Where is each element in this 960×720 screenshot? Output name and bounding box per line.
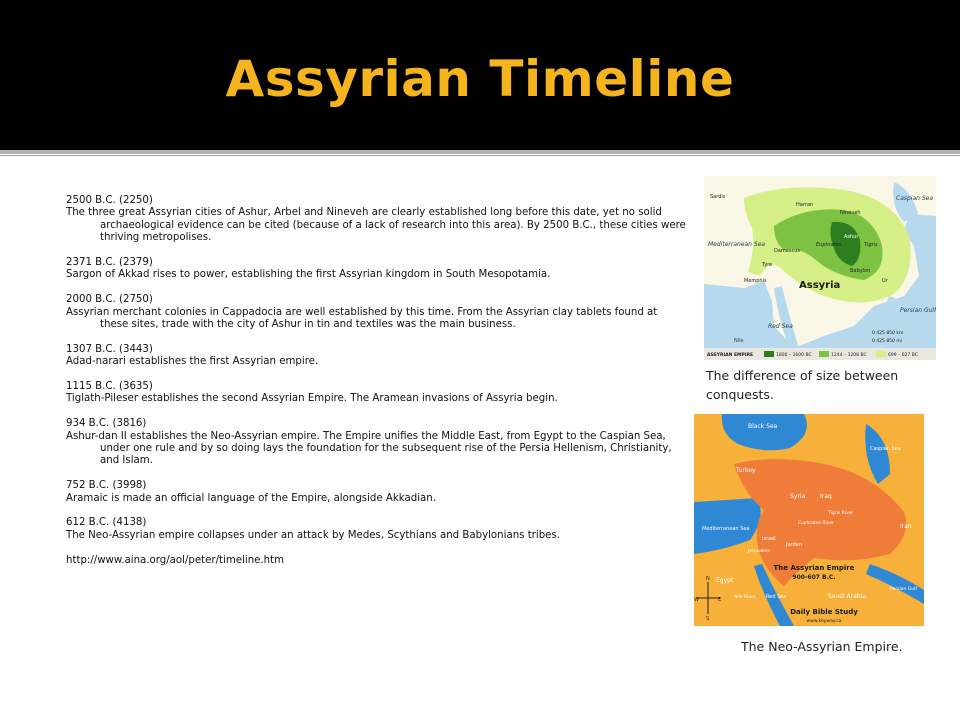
entry-text: Assyrian merchant colonies in Cappadocia are well established by this time. From the Assyrian clay tablets found at these sites, trade with the city of Ashur in tin and textiles was the main business. (66, 306, 658, 331)
map2-label-turkey: Turkey (736, 467, 756, 474)
map2-label-israel: Israel (762, 536, 776, 542)
map1-svg (704, 176, 936, 360)
compass-s: S (706, 616, 710, 622)
map2-empire-dates: 900-607 B.C. (792, 574, 836, 581)
entry-date: 1115 B.C. (3635) (66, 381, 153, 393)
map1-label-ashur: Ashur (844, 234, 859, 240)
map2-label-tigris: Tigris River (828, 511, 854, 516)
map1-legend-swatch-1 (764, 351, 774, 357)
assyria-expansion-map (704, 176, 936, 360)
map1-label-euphrates: Euphrates (816, 242, 842, 248)
entry-date: 752 B.C. (3998) (66, 480, 147, 492)
map2-svg (694, 414, 924, 626)
compass-e: E (718, 597, 722, 603)
timeline-entry (66, 257, 686, 282)
map2-label-mediterranean: Mediterranean Sea (702, 526, 750, 532)
source-link[interactable]: http://www.aina.org/aol/peter/timeline.htm (66, 554, 285, 566)
map2-label-iraq: Iraq (820, 493, 832, 500)
map2-brand-url: www.keyway.ca (806, 619, 842, 624)
entry-date: 2371 B.C. (2379) (66, 257, 153, 269)
map2-brand: Daily Bible Study (790, 608, 858, 616)
timeline-text (66, 195, 686, 567)
map1-legend-item-1: 1800 – 1600 BC (776, 353, 812, 358)
timeline-entry (66, 195, 686, 245)
map2-label-saudi: Saudi Arabia (828, 593, 867, 600)
timeline-entry (66, 294, 686, 331)
timeline-entry (66, 418, 686, 468)
neo-assyrian-map (694, 414, 924, 626)
entry-text: The three great Assyrian cities of Ashur, Arbel and Nineveh are clearly established long before this date, yet no solid archaeological evidence can be cited (because of a lack of research into this area). By 2500 B.C., these cities were thriving metropolises. (66, 207, 686, 244)
compass-n: N (706, 576, 710, 582)
timeline-entry (66, 480, 686, 505)
map1-legend-swatch-2 (819, 351, 829, 357)
compass-w: W (694, 597, 699, 603)
map2-caption: The Neo-Assyrian Empire. (741, 639, 903, 654)
map2-label-egypt: Egypt (716, 577, 734, 584)
map2-label-jerusalem: Jerusalem (748, 549, 771, 554)
map1-label-caspian: Caspian Sea (896, 195, 934, 202)
entry-date: 2000 B.C. (2750) (66, 294, 153, 306)
map1-label-red-sea: Red Sea (768, 323, 793, 330)
slide-title: Assyrian Timeline (225, 50, 735, 108)
map1-legend-swatch-3 (876, 351, 886, 357)
map1-label-damascus: Damascus (774, 248, 800, 254)
timeline-entry (66, 344, 686, 369)
map2-label-red-sea: Red Sea (766, 594, 787, 600)
map2-label-euphrates: Euphrates River (798, 521, 834, 526)
map2-label-black-sea: Black Sea (748, 423, 778, 430)
map2-label-persian-gulf: Persian Gulf (890, 587, 917, 592)
map1-caption: The difference of size between conquests. (706, 368, 899, 402)
map1-scale-mi: 0 425 850 mi (872, 339, 902, 344)
map1-label-ur: Ur (882, 278, 888, 284)
map1-label-nineveh: Nineveh (840, 210, 861, 216)
map2-label-nile: Nile River (734, 595, 756, 600)
entry-text: Aramaic is made an official language of the Empire, alongside Akkadian. (66, 492, 436, 504)
map1-legend-item-3: 699 – 627 BC (888, 353, 918, 358)
map1-label-tyre: Tyre (762, 262, 773, 268)
map1-label-harran: Harran (796, 202, 814, 208)
entry-date: 2500 B.C. (2250) (66, 195, 153, 206)
map1-label-memphis: Memphis (744, 278, 767, 284)
divider (0, 150, 960, 154)
map1-label-nile: Nile (734, 338, 744, 344)
map2-label-syria: Syria (790, 493, 806, 500)
map1-scale-km: 0 425 850 km (872, 331, 904, 336)
map1-label-tigris: Tigris (864, 242, 878, 248)
entry-text: The Neo-Assyrian empire collapses under an attack by Medes, Scythians and Babylonians tribes. (66, 529, 560, 541)
map1-legend-item-2: 1244 – 1208 BC (831, 353, 867, 358)
map1-label-mediterranean: Mediterranean Sea (708, 241, 766, 248)
entry-text: Sargon of Akkad rises to power, establishing the first Assyrian kingdom in South Mesopotamia. (66, 269, 551, 281)
timeline-entry (66, 381, 686, 406)
entry-text: Tiglath-Pileser establishes the second Assyrian Empire. The Aramean invasions of Assyria begin. (66, 393, 558, 405)
entry-date: 1307 B.C. (3443) (66, 343, 153, 355)
timeline-entry (66, 517, 686, 542)
divider-thin (0, 155, 960, 156)
map2-label-caspian: Caspian Sea (870, 446, 901, 452)
entry-date: 934 B.C. (3816) (66, 418, 147, 430)
map1-label-persian-gulf: Persian Gulf (900, 307, 936, 314)
map1-legend-title: ASSYRIAN EMPIRE (707, 353, 754, 358)
map2-label-jordan: Jordan (786, 542, 802, 548)
entry-date: 612 B.C. (4138) (66, 517, 147, 529)
map2-label-iran: Iran (900, 523, 912, 530)
map2-empire-title: The Assyrian Empire (773, 564, 855, 572)
entry-text: Ashur-dan II establishes the Neo-Assyrian empire. The Empire unifies the Middle East, from Egypt to the Caspian Sea, under one rule and by so doing lays the foundation for the subsequent rise of the Persia Hellenism, Christianity, and Islam. (66, 430, 672, 467)
map1-label-babylon: Babylon (850, 268, 871, 274)
map1-label-sardis: Sardis (710, 194, 726, 200)
entry-text: Adad-narari establishes the first Assyrian empire. (66, 356, 319, 368)
map1-label-assyria: Assyria (799, 280, 841, 291)
